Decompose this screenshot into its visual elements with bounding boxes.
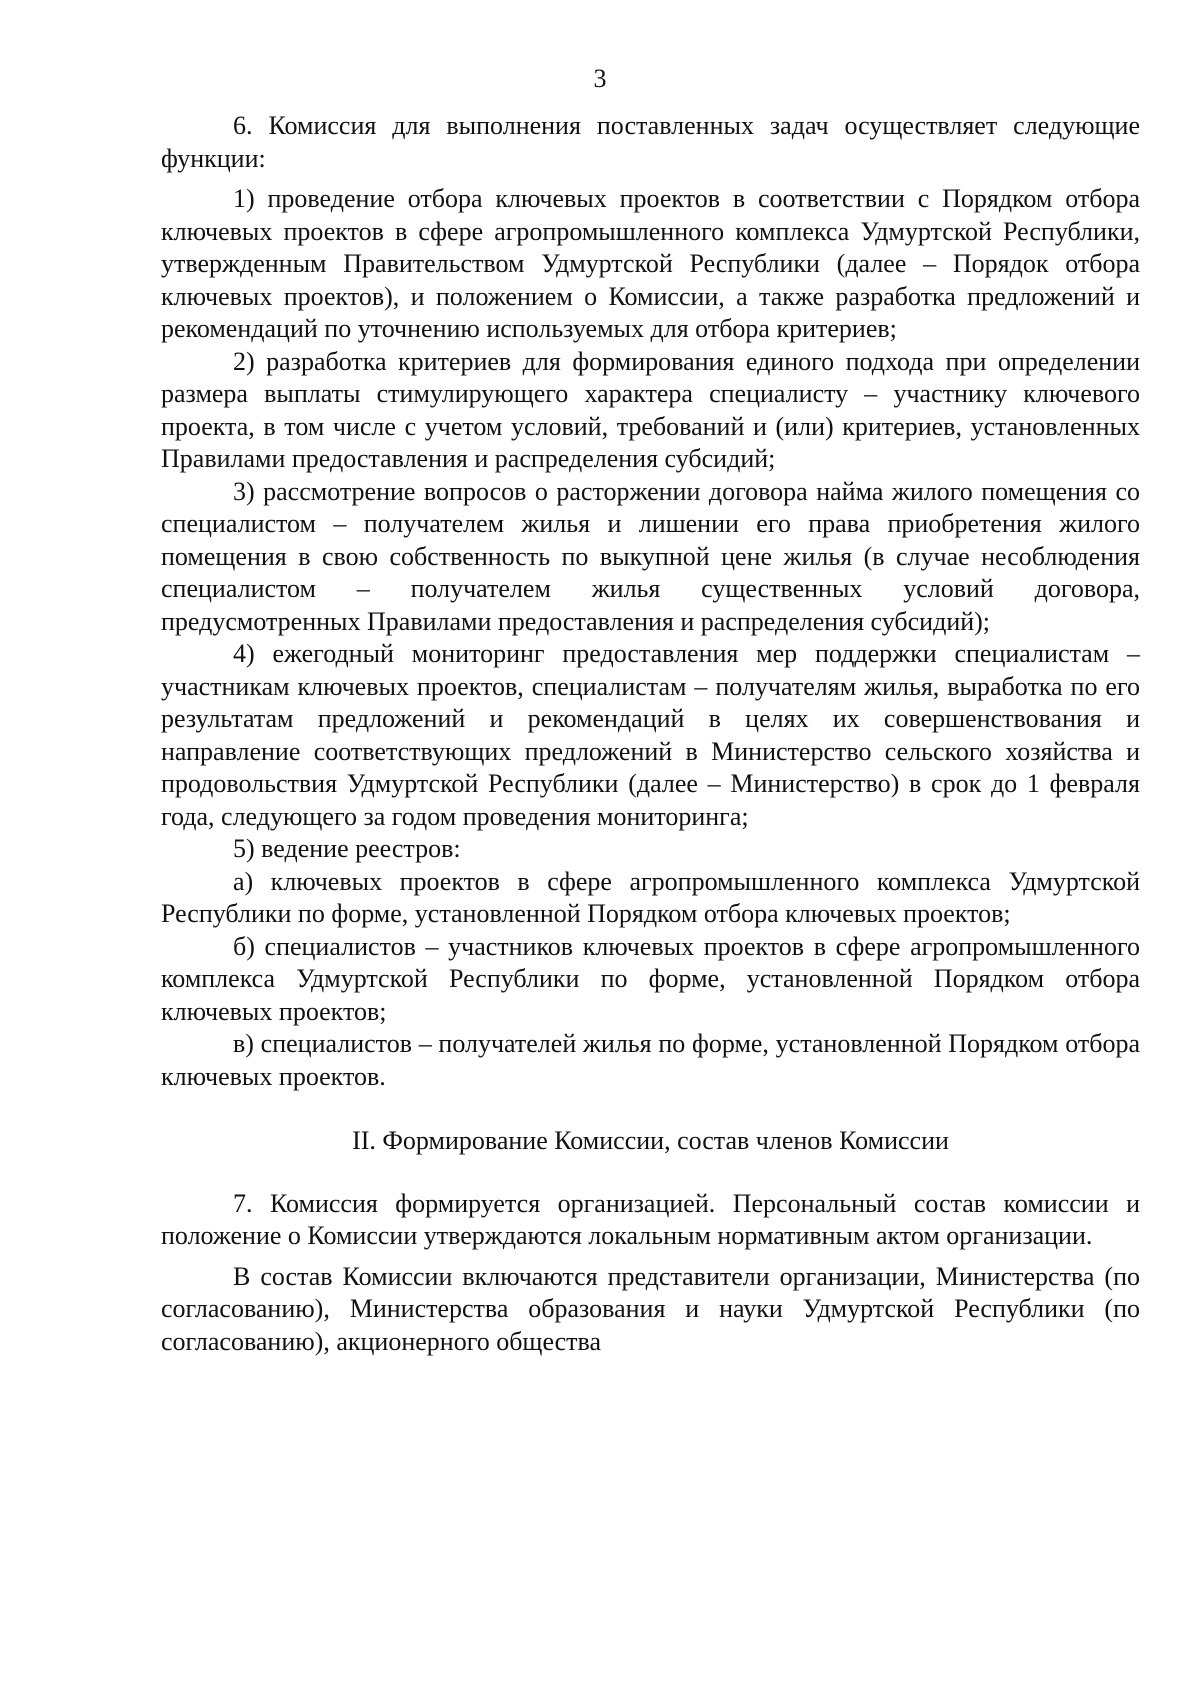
- paragraph-7: 7. Комиссия формируется организацией. Персональный состав комиссии и положение о Комиссии утверждаются локальным нормативным актом организации.: [161, 1188, 1140, 1250]
- document-body: [161, 110, 1140, 1358]
- sub-item-v: в) специалистов – получателей жилья по форме, установленной Порядком отбора ключевых проектов.: [161, 1029, 1140, 1091]
- list-item-5: 5) ведение реестров:: [233, 834, 461, 863]
- list-item-3: 3) рассмотрение вопросов о расторжении договора найма жилого помещения со специалистом – получателем жилья и лишении его права приобретения жилого помещения в свою собственность по выкупной цене жилья (в случае несоблюдения специалистом – получателем жилья существенных условий договора, предусмотренных Правилами предоставления и распределения субсидий);: [161, 476, 1140, 636]
- list-item-2: 2) разработка критериев для формирования единого подхода при определении размера выплаты стимулирующего характера специалисту – участнику ключевого проекта, в том числе с учетом условий, требований и (или) критериев, установленных Правилами предоставления и распределения субсидий;: [161, 346, 1140, 473]
- paragraph-commission-composition: В состав Комиссии включаются представители организации, Министерства (по согласованию), Министерства образования и науки Удмуртской Республики (по согласованию), акционерного общества: [161, 1261, 1140, 1356]
- paragraph-6-intro: 6. Комиссия для выполнения поставленных задач осуществляет следующие функции:: [161, 111, 1140, 173]
- section-heading: II. Формирование Комиссии, состав членов Комиссии: [352, 1126, 949, 1155]
- sub-item-b: б) специалистов – участников ключевых проектов в сфере агропромышленного комплекса Удмуртской Республики по форме, установленной Порядком отбора ключевых проектов;: [161, 931, 1140, 1026]
- page-number: 3: [593, 64, 607, 93]
- sub-item-a: а) ключевых проектов в сфере агропромышленного комплекса Удмуртской Республики по форме, установленной Порядком отбора ключевых проектов;: [161, 866, 1140, 928]
- list-item-4: 4) ежегодный мониторинг предоставления мер поддержки специалистам – участникам ключевых проектов, специалистам – получателям жилья, выработка по его результатам предложений и рекомендаций в целях их совершенствования и направление соответствующих предложений в Министерство сельского хозяйства и продовольствия Удмуртской Республики (далее – Министерство) в срок до 1 февраля года, следующего за годом проведения мониторинга;: [161, 639, 1140, 831]
- list-item-1: 1) проведение отбора ключевых проектов в соответствии с Порядком отбора ключевых проектов в сфере агропромышленного комплекса Удмуртской Республики, утвержденным Правительством Удмуртской Республики (далее – Порядок отбора ключевых проектов), и положением о Комиссии, а также разработка предложений и рекомендаций по уточнению используемых для отбора критериев;: [161, 184, 1140, 343]
